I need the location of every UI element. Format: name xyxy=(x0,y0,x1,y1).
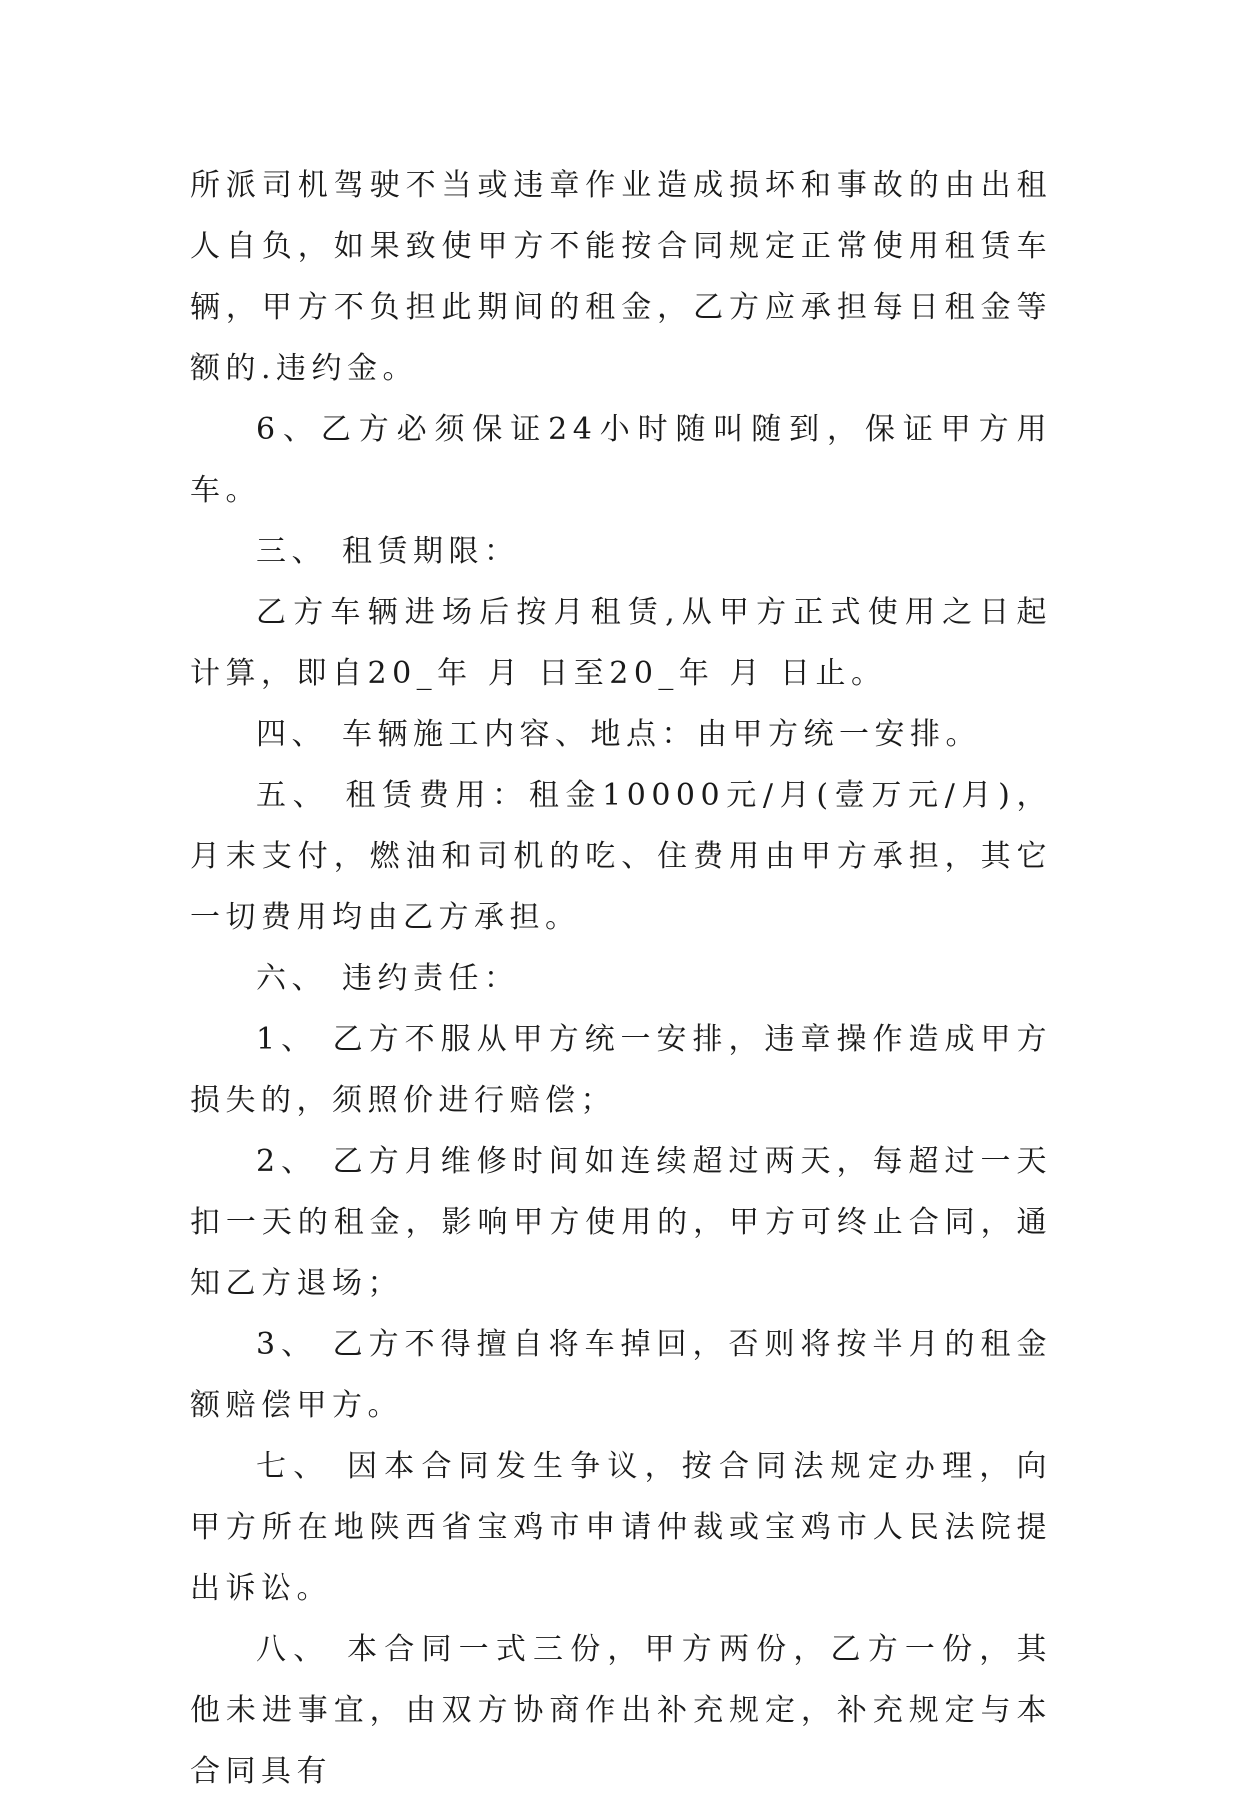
paragraph-breach-1: 1、 乙方不服从甲方统一安排，违章操作造成甲方损失的，须照价进行赔偿； xyxy=(190,1022,1052,1118)
section-dispute-resolution: 七、 因本合同发生争议，按合同法规定办理，向甲方所在地陕西省宝鸡市申请仲裁或宝鸡市人民法院提出诉讼。 xyxy=(190,1449,1052,1606)
section-copies: 八、 本合同一式三份，甲方两份，乙方一份，其他未进事宜，由双方协商作出补充规定，补充规定与本合同具有 xyxy=(190,1632,1052,1789)
paragraph-breach-3: 3、 乙方不得擅自将车掉回，否则将按半月的租金额赔偿甲方。 xyxy=(190,1327,1052,1423)
section-work-content-location: 四、 车辆施工内容、地点：由甲方统一安排。 xyxy=(256,717,982,752)
document-body xyxy=(190,155,1052,1802)
section-heading-lease-term: 三、 租赁期限： xyxy=(256,534,520,569)
section-heading-breach-liability: 六、 违约责任： xyxy=(256,961,520,996)
section-lease-fee: 五、 租赁费用：租金10000元/月(壹万元/月)，月末支付，燃油和司机的吃、住费用由甲方承担，其它一切费用均由乙方承担。 xyxy=(190,778,1052,935)
paragraph-clause-6: 6、乙方必须保证24小时随叫随到，保证甲方用车。 xyxy=(190,412,1052,508)
paragraph-lease-term: 乙方车辆进场后按月租赁,从甲方正式使用之日起计算，即自20_年 月 日至20_年 月 日止。 xyxy=(190,595,1052,691)
paragraph-continuation: 所派司机驾驶不当或违章作业造成损坏和事故的由出租人自负，如果致使甲方不能按合同规定正常使用租赁车辆，甲方不负担此期间的租金，乙方应承担每日租金等额的.违约金。 xyxy=(190,168,1052,386)
paragraph-breach-2: 2、 乙方月维修时间如连续超过两天，每超过一天扣一天的租金，影响甲方使用的，甲方可终止合同，通知乙方退场； xyxy=(190,1144,1052,1301)
